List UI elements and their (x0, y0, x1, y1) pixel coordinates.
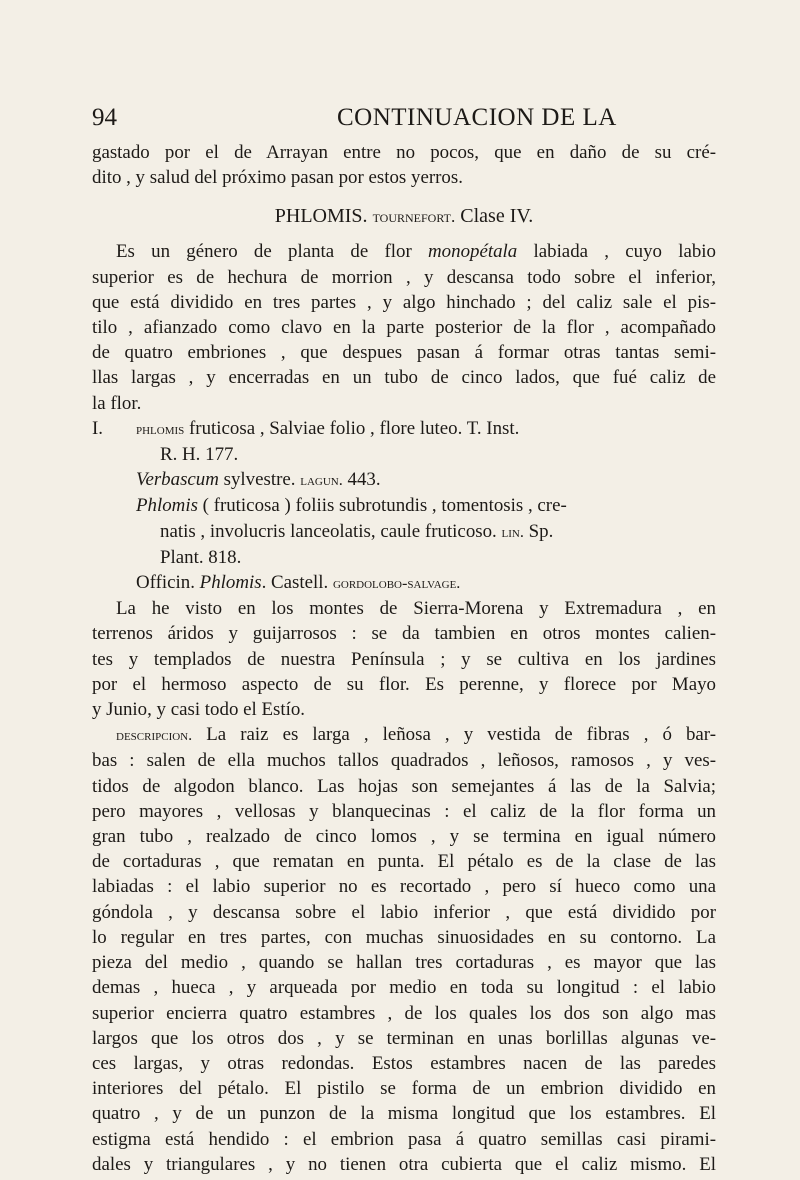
synonym-line (92, 493, 716, 518)
genus-author: tournefort. (372, 207, 456, 227)
synonym-text: ( fruticosa ) foliis subrotundis , tomentosis , cre- (197, 495, 567, 517)
synonym-text: sylvestre. (218, 469, 301, 491)
synonym-genus: Phlomis (199, 572, 262, 594)
description-label: descripcion. (116, 726, 193, 745)
text-line: labiadas : el labio superior no es recortado , pero sí hueco como una (92, 876, 716, 898)
text-line: dito , y salud del próximo pasan por estos yerros. (92, 167, 463, 189)
synonym-line (92, 467, 716, 493)
synonym-genus: Verbascum (136, 469, 219, 491)
genus-name: PHLOMIS. (274, 205, 368, 228)
synonym-text: . Castell. (261, 572, 333, 594)
text-line: interiores del pétalo. El pistilo se forma de un embrion dividido en (92, 1078, 716, 1100)
text-line: La he visto en los montes de Sierra-Morena y Extremadura , en (116, 598, 716, 620)
text-run: Es un género de planta de flor (116, 241, 429, 263)
synonym-text: 443. (342, 469, 381, 491)
text-line: pieza del medio , quando se hallan tres cortaduras , es mayor que las (92, 952, 716, 974)
synonym-line (92, 416, 716, 442)
text-line (92, 722, 716, 748)
text-line: que está dividido en tres partes , y algo hinchado ; del caliz sale el pis- (92, 291, 716, 313)
synonym-author: lin. (501, 522, 524, 541)
text-run: La raiz es larga , leñosa , y vestida de fibras , ó bar- (192, 724, 716, 746)
text-line: tes y templados de nuestra Península ; y se cultiva en los jardines (92, 648, 716, 670)
species-number: I. (92, 417, 104, 439)
text-line: terrenos áridos y guijarrosos : se da tambien en otros montes calien- (92, 623, 716, 645)
text-line: gran tubo , realzado de cinco lomos , y se termina en igual número (92, 826, 716, 848)
synonym-line: Plant. 818. (160, 546, 242, 568)
text-line: góndola , y descansa sobre el labio inferior , que está dividido por (92, 901, 716, 923)
synonym-text: fruticosa , Salviae folio , flore luteo. T. Inst. (184, 417, 520, 439)
text-line: ces largas, y otras redondas. Estos estambres nacen de las paredes (92, 1052, 716, 1074)
text-line: y Junio, y casi todo el Estío. (92, 699, 306, 721)
text-line: superior es de hechura de morrion , y descansa todo sobre el inferior, (92, 266, 716, 288)
text-line: largos que los otros dos , y se terminan en unas borlillas algunas ve- (92, 1027, 716, 1049)
page-number: 94 (92, 104, 117, 131)
text-line: dales y triangulares , y no tienen otra cubierta que el caliz mismo. El (92, 1153, 716, 1175)
text-line: lo regular en tres partes, con muchas sinuosidades en su contorno. La (92, 926, 716, 948)
text-line: la flor. (92, 392, 142, 414)
synonym-line: R. H. 177. (160, 444, 239, 466)
text-line: bas : salen de ella muchos tallos quadrados , leñosos, ramosos , y ves- (92, 750, 716, 772)
synonym-line (92, 570, 716, 596)
text-line: tilo , afianzado como clavo en la parte posterior de la flor , acompañado (92, 317, 716, 339)
synonym-text: Officin. (136, 572, 200, 594)
genus-heading (92, 202, 716, 231)
text-line: de quatro embriones , que despues pasan á formar otras tantas semi- (92, 342, 716, 364)
italic-term: monopétala (428, 241, 518, 263)
synonym-text: Sp. (523, 520, 554, 542)
text-line: gastado por el de Arrayan entre no pocos, que en daño de su cré- (92, 142, 716, 163)
synonym-genus: Phlomis (136, 495, 198, 517)
habitat-paragraph (92, 596, 716, 722)
text-line: tidos de algodon blanco. Las hojas son semejantes á las de la Salvia; (92, 775, 716, 797)
text-line: por el hermoso aspecto de su flor. Es perenne, y florece por Mayo (92, 673, 716, 695)
synonym-author: lagun. (300, 471, 343, 490)
description-paragraph (92, 722, 716, 1177)
text-line: superior encierra quatro estambres , de los quales los dos son algo mas (92, 1002, 716, 1024)
genus-class: Clase IV. (460, 205, 534, 228)
text-line: llas largas , y encerradas en un tubo de cinco lados, que fué caliz de (92, 367, 716, 389)
genus-description (92, 239, 716, 415)
synonym-genus: phlomis (136, 419, 185, 438)
text-line: demas , hueca , y arqueada por medio en toda su longitud : el labio (92, 977, 716, 999)
page-header (92, 100, 712, 136)
page-body (92, 140, 716, 1177)
synonym-text: natis , involucris lanceolatis, caule fruticoso. (160, 520, 502, 542)
common-name: gordolobo-salvage. (332, 574, 461, 593)
text-line: quatro , y de un punzon de la misma longitud que los estambres. El (92, 1103, 716, 1125)
text-line (92, 239, 716, 264)
synonymy-block (92, 416, 716, 596)
text-line: estigma está hendido : el embrion pasa á quatro semillas casi pirami- (92, 1128, 716, 1150)
running-head: CONTINUACION DE LA (337, 104, 617, 131)
synonym-line (92, 519, 716, 545)
paragraph-continuation (92, 140, 716, 190)
text-run: labiada , cuyo labio (517, 241, 716, 263)
text-line: de cortaduras , que rematan en punta. El pétalo es de la clase de las (92, 851, 716, 873)
text-line: pero mayores , vellosas y blanquecinas : el caliz de la flor forma un (92, 800, 716, 822)
